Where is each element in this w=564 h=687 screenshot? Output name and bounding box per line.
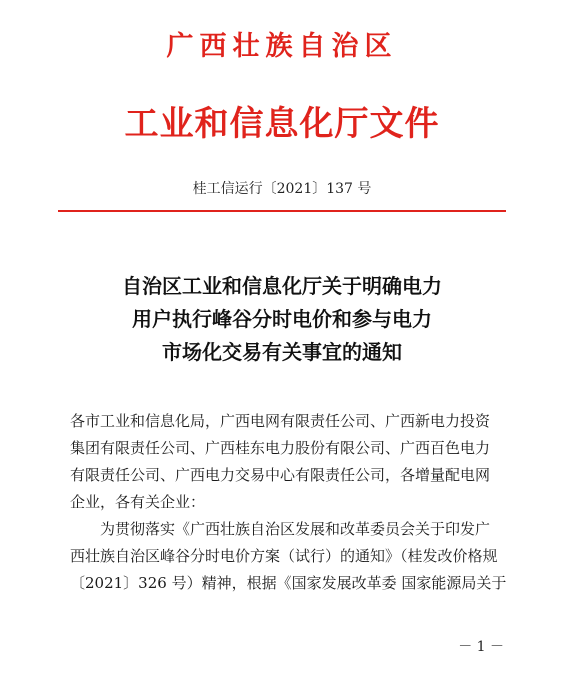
addressee-line: 各市工业和信息化局，广西电网有限责任公司、广西新电力投资 (70, 412, 491, 430)
notice-title-line: 用户执行峰谷分时电价和参与电力 (132, 307, 432, 331)
addressee-line: 集团有限责任公司、广西桂东电力股份有限公司、广西百色电力 (70, 439, 491, 457)
page-number: － 1 － (458, 639, 504, 655)
body-paragraph-line: 西壮族自治区峰谷分时电价方案（试行）的通知》（桂发改价格规 (70, 547, 498, 565)
notice-title (40, 270, 524, 369)
notice-body (70, 408, 507, 597)
issuer-region: 广西壮族自治区 (166, 31, 398, 62)
red-divider-line (58, 210, 506, 212)
notice-title-line: 自治区工业和信息化厅关于明确电力 (122, 274, 442, 298)
issuer-org-title: 工业和信息化厅文件 (124, 104, 440, 144)
body-paragraph-line: 〔2021〕326 号）精神，根据《国家发展改革委 国家能源局关于 (70, 574, 507, 592)
addressee-line: 有限责任公司、广西电力交易中心有限责任公司，各增量配电网 (70, 466, 491, 484)
document-number: 桂工信运行〔2021〕137 号 (192, 181, 372, 197)
notice-title-line: 市场化交易有关事宜的通知 (162, 340, 402, 364)
body-paragraph-line: 为贯彻落实《广西壮族自治区发展和改革委员会关于印发广 (100, 520, 491, 538)
addressee-line: 企业，各有关企业： (70, 493, 206, 511)
